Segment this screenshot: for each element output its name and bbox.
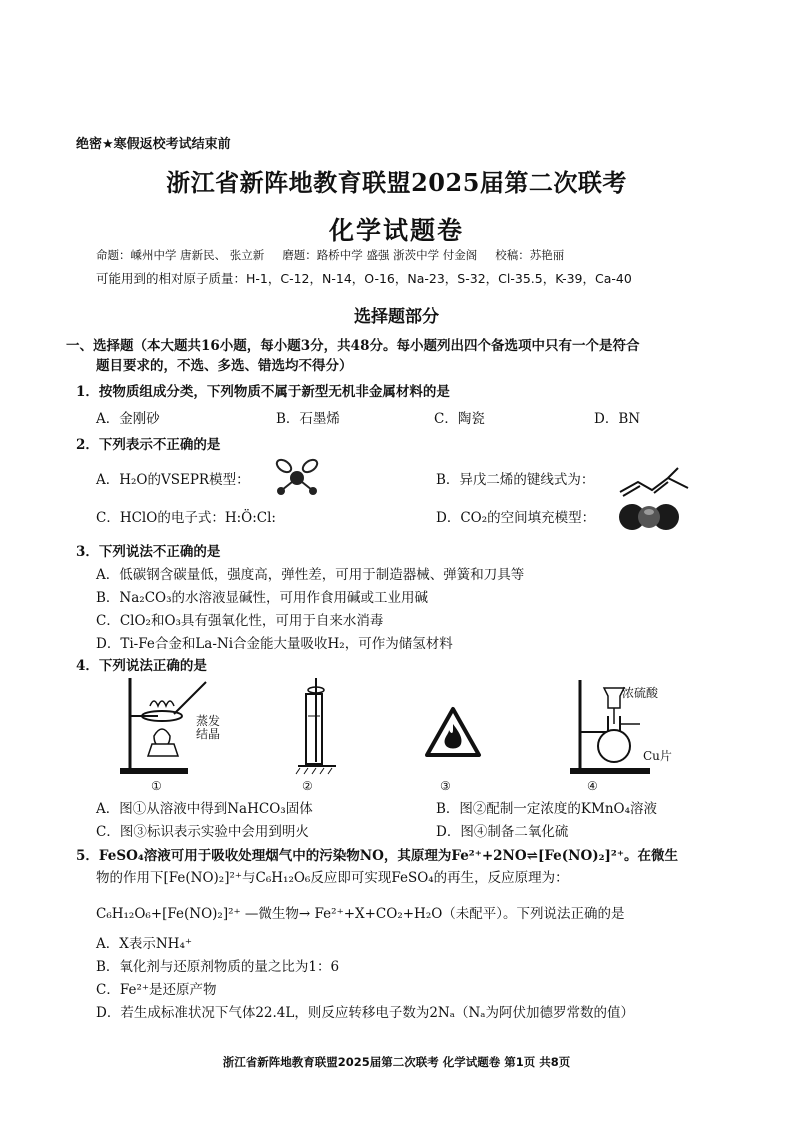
- q5-option-c: C．Fe²⁺是还原产物: [96, 982, 217, 998]
- q1-option-a: A．金刚砂: [96, 411, 160, 427]
- part-heading-cont: 题目要求的，不选、多选、错选均不得分）: [96, 358, 353, 374]
- q2-option-b: B．异戊二烯的键线式为：: [436, 472, 595, 488]
- q4-option-c: C．图③标识表示实验中会用到明火: [96, 824, 309, 840]
- q5-option-a: A．X表示NH₄⁺: [96, 936, 192, 952]
- q1-option-b: B．石墨烯: [276, 411, 340, 427]
- fig4-acid-label: 浓硫酸: [622, 686, 659, 700]
- q5-option-b: B．氧化剂与还原剂物质的量之比为1：6: [96, 959, 340, 975]
- vsepr-model-figure: [272, 456, 322, 498]
- q1-option-d: D．BN: [594, 411, 641, 427]
- author-item: 磨题：路桥中学 盛强 浙茨中学 付金阁: [282, 248, 478, 262]
- q5-stem-line2: 物的作用下[Fe(NO)₂]²⁺与C₆H₁₂O₆反应即可实现FeSO₄的再生，反应原理为：: [96, 870, 569, 886]
- fig4-cu-label: Cu片: [643, 749, 672, 763]
- author-item: 命题：嵊州中学 唐新民、 张立新: [96, 248, 265, 262]
- volumetric-cylinder-figure: [292, 676, 342, 776]
- q1-stem: 1．按物质组成分类，下列物质不属于新型无机非金属材料的是: [76, 384, 450, 400]
- authors-line: [96, 247, 736, 263]
- exam-subtitle: 化学试题卷: [328, 216, 464, 245]
- q3-option-d: D．Ti-Fe合金和La-Ni合金能大量吸收H₂，可作为储氢材料: [96, 636, 453, 652]
- q5-option-d: D．若生成标准状况下气体22.4L，则反应转移电子数为2Nₐ（Nₐ为阿伏加德罗常数的值）: [96, 1005, 634, 1021]
- atomic-masses: 可能用到的相对原子质量：H-1，C-12，N-14，O-16，Na-23，S-32，Cl-35.5，K-39，Ca-40: [96, 271, 632, 286]
- q2-stem: 2．下列表示不正确的是: [76, 437, 221, 453]
- flame-hazard-icon: [424, 706, 482, 758]
- q4-option-a: A．图①从溶液中得到NaHCO₃固体: [96, 801, 313, 817]
- q2-option-c: C．HClO的电子式：H:Ö:Cl:: [96, 510, 276, 526]
- fig1-number: ①: [151, 779, 162, 793]
- q3-option-b: B．Na₂CO₃的水溶液显碱性，可用作食用碱或工业用碱: [96, 590, 429, 606]
- q5-equation: C₆H₁₂O₆+[Fe(NO)₂]²⁺ —微生物→ Fe²⁺+X+CO₂+H₂O（未配平）。下列说法正确的是: [96, 906, 625, 922]
- author-item: 校稿：苏艳丽: [495, 248, 565, 262]
- page-footer: 浙江省新阵地教育联盟2025届第二次联考 化学试题卷 第1页 共8页: [222, 1055, 571, 1069]
- co2-space-filling-figure: [618, 500, 680, 534]
- isoprene-skeletal-figure: [616, 460, 696, 500]
- fig4-number: ④: [587, 779, 598, 793]
- fig1-label-text: 蒸发结晶: [196, 714, 221, 741]
- q2-option-d: D．CO₂的空间填充模型：: [436, 510, 596, 526]
- q3-stem: 3．下列说法不正确的是: [76, 544, 221, 560]
- q4-option-b: B．图②配制一定浓度的KMnO₄溶液: [436, 801, 658, 817]
- q1-option-c: C．陶瓷: [434, 411, 485, 427]
- exam-title: 浙江省新阵地教育联盟2025届第二次联考: [166, 168, 627, 197]
- q2-option-a: A．H₂O的VSEPR模型：: [96, 472, 250, 488]
- confidential-label: 绝密★寒假返校考试结束前: [76, 137, 231, 152]
- q3-option-a: A．低碳钢含碳量低，强度高，弹性差，可用于制造器械、弹簧和刀具等: [96, 567, 525, 583]
- fig3-number: ③: [440, 779, 451, 793]
- section-title: 选择题部分: [354, 307, 439, 327]
- q3-option-c: C．ClO₂和O₃具有强氧化性，可用于自来水消毒: [96, 613, 384, 629]
- part-heading: 一、选择题（本大题共16小题，每小题3分，共48分。每小题列出四个备选项中只有一个是符合: [66, 338, 640, 354]
- q4-stem: 4．下列说法正确的是: [76, 658, 207, 674]
- fig2-number: ②: [302, 779, 313, 793]
- q4-option-d: D．图④制备二氧化硫: [436, 824, 569, 840]
- q5-stem-line1: 5．FeSO₄溶液可用于吸收处理烟气中的污染物NO，其原理为Fe²⁺+2NO⇌[Fe(NO)₂]²⁺。在微生: [76, 848, 678, 864]
